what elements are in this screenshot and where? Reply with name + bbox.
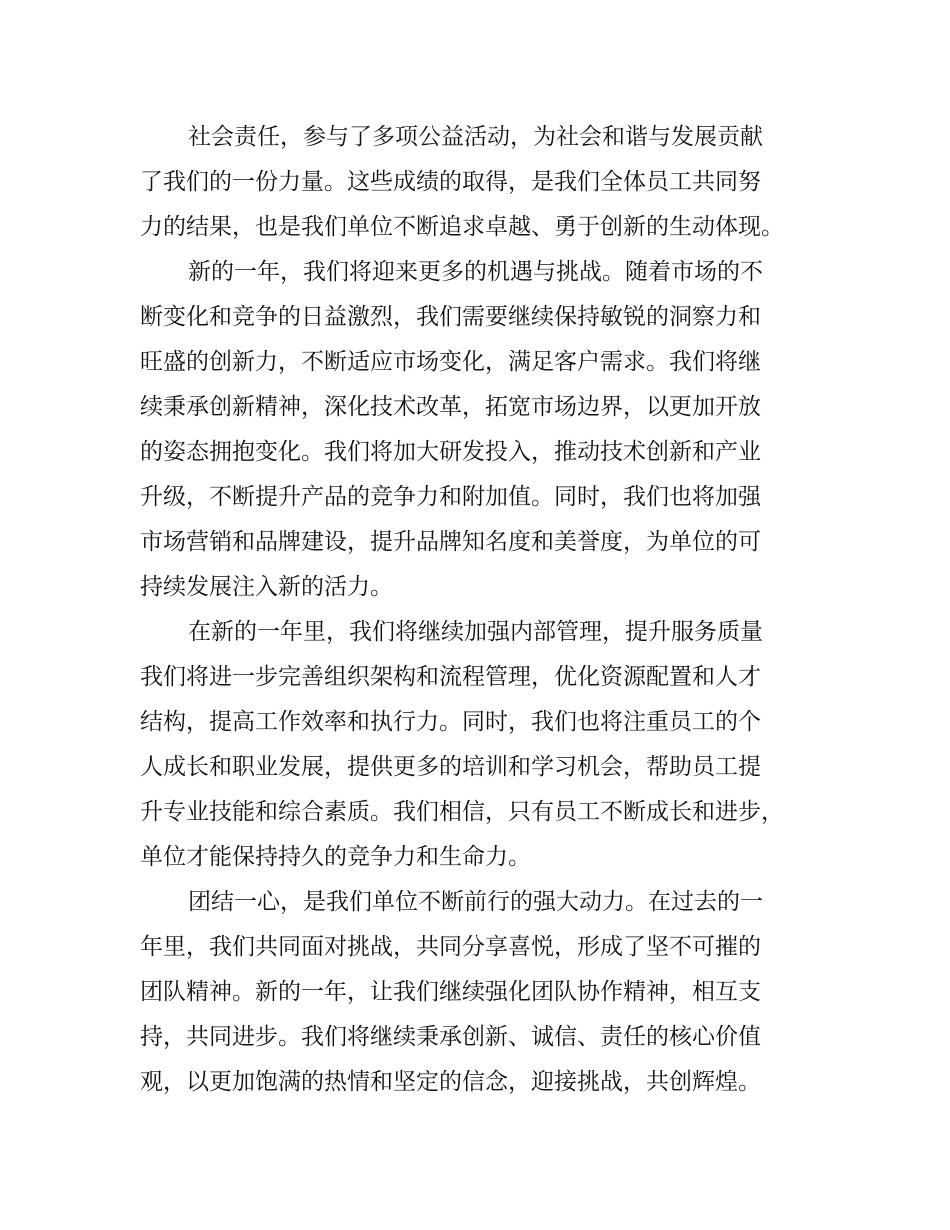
paragraph-2 (140, 250, 830, 610)
paragraph-3 (140, 610, 830, 880)
paragraph-2-line-1: 新的一年，我们将迎来更多的机遇与挑战。随着市场的不 (188, 259, 763, 285)
paragraph-4 (140, 880, 830, 1105)
paragraph-3-line-3: 结构，提高工作效率和执行力。同时，我们也将注重员工的个 (140, 709, 761, 735)
paragraph-1-line-1: 社会责任，参与了多项公益活动，为社会和谐与发展贡献 (188, 124, 763, 150)
paragraph-4-line-3: 团队精神。新的一年，让我们继续强化团队协作精神，相互支 (140, 979, 761, 1005)
paragraph-2-line-8: 持续发展注入新的活力。 (140, 574, 393, 600)
paragraph-2-line-2: 断变化和竞争的日益激烈，我们需要继续保持敏锐的洞察力和 (140, 304, 761, 330)
paragraph-1-line-3: 力的结果，也是我们单位不断追求卓越、勇于创新的生动体现。 (140, 214, 784, 240)
paragraph-3-line-4: 人成长和职业发展，提供更多的培训和学习机会，帮助员工提 (140, 754, 761, 780)
paragraph-1-line-2: 了我们的一份力量。这些成绩的取得，是我们全体员工共同努 (140, 169, 761, 195)
paragraph-3-line-1: 在新的一年里，我们将继续加强内部管理，提升服务质量 (188, 619, 763, 645)
paragraph-2-line-7: 市场营销和品牌建设，提升品牌知名度和美誉度，为单位的可 (140, 529, 761, 555)
paragraph-3-line-2: 我们将进一步完善组织架构和流程管理，优化资源配置和人才 (140, 664, 761, 690)
paragraph-2-line-3: 旺盛的创新力，不断适应市场变化，满足客户需求。我们将继 (140, 349, 761, 375)
paragraph-4-line-4: 持，共同进步。我们将继续秉承创新、诚信、责任的核心价值 (140, 1024, 761, 1050)
paragraph-2-line-4: 续秉承创新精神，深化技术改革，拓宽市场边界，以更加开放 (140, 394, 761, 420)
paragraph-3-line-6: 单位才能保持持久的竞争力和生命力。 (140, 844, 531, 870)
paragraph-2-line-5: 的姿态拥抱变化。我们将加大研发投入，推动技术创新和产业 (140, 439, 761, 465)
document-body (140, 115, 830, 1105)
paragraph-4-line-1: 团结一心，是我们单位不断前行的强大动力。在过去的一 (188, 889, 763, 915)
paragraph-2-line-6: 升级，不断提升产品的竞争力和附加值。同时，我们也将加强 (140, 484, 761, 510)
paragraph-3-line-5: 升专业技能和综合素质。我们相信，只有员工不断成长和进步， (140, 799, 784, 825)
paragraph-1 (140, 115, 830, 250)
paragraph-4-line-5: 观，以更加饱满的热情和坚定的信念，迎接挑战，共创辉煌。 (140, 1069, 761, 1095)
paragraph-4-line-2: 年里，我们共同面对挑战，共同分享喜悦，形成了坚不可摧的 (140, 934, 761, 960)
